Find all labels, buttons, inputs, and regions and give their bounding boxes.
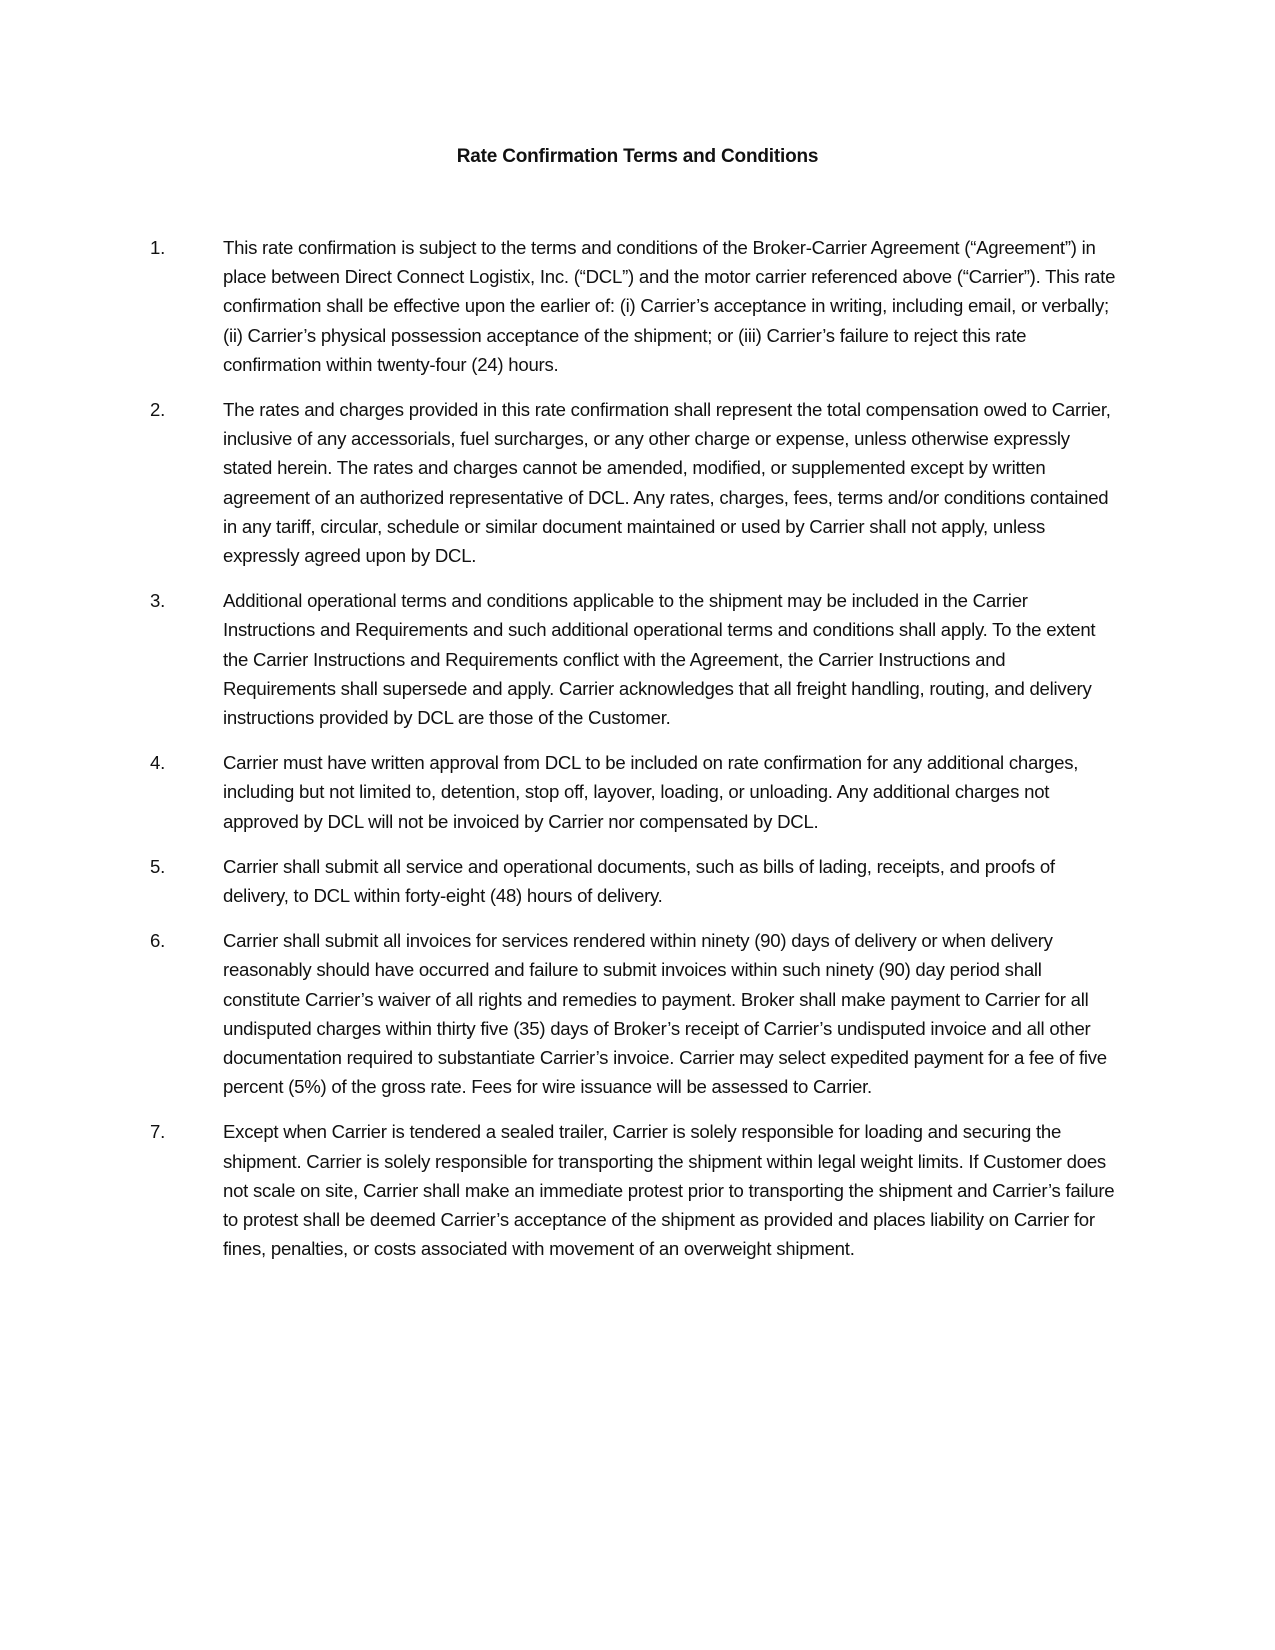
document-title: Rate Confirmation Terms and Conditions xyxy=(456,146,819,167)
term-text: Carrier must have written approval from DCL to be included on rate confirmation for any additional charges, including but not limited to, detention, stop off, layover, loading, or unloading. Any additional charges not approved by DCL will not be invoiced by Carrier nor compensated by DCL. xyxy=(223,752,1079,832)
term-item xyxy=(150,395,1120,570)
term-number: 3. xyxy=(150,590,166,612)
term-number: 7. xyxy=(150,1121,166,1143)
term-number: 6. xyxy=(150,930,166,952)
term-text: The rates and charges provided in this rate confirmation shall represent the total compensation owed to Carrier, inclusive of any accessorials, fuel surcharges, or any other charge or expense, unless otherwise expressly stated herein. The rates and charges cannot be amended, modified, or supplemented except by written agreement of an authorized representative of DCL. Any rates, charges, fees, terms and/or conditions contained in any tariff, circular, schedule or similar document maintained or used by Carrier shall not apply, unless expressly agreed upon by DCL. xyxy=(223,399,1111,567)
term-number: 2. xyxy=(150,399,166,421)
term-number: 1. xyxy=(150,237,166,258)
term-item xyxy=(150,748,1120,836)
term-number: 5. xyxy=(150,855,166,877)
term-text: This rate confirmation is subject to the terms and conditions of the Broker-Carrier Agreement (“Agreement”) in place between Direct Connect Logistix, Inc. (“DCL”) and the motor carrier referenced above (“Carrier”). This rate confirmation shall be effective upon the earlier of: (i) Carrier’s acceptance in writing, including email, or verbally; (ii) Carrier’s physical possession acceptance of the shipment; or (iii) Carrier’s failure to reject this rate confirmation within twenty-four (24) hours. xyxy=(223,237,1116,375)
term-text: Additional operational terms and conditions applicable to the shipment may be included in the Carrier Instructions and Requirements and such additional operational terms and conditions shall apply. To the extent the Carrier Instructions and Requirements conflict with the Agreement, the Carrier Instructions and Requirements shall supersede and apply. Carrier acknowledges that all freight handling, routing, and delivery instructions provided by DCL are those of the Customer. xyxy=(223,590,1096,729)
term-text: Carrier shall submit all invoices for services rendered within ninety (90) days of delivery or when delivery reasonably should have occurred and failure to submit invoices within such ninety (90) day period shall constitute Carrier’s waiver of all rights and remedies to payment. Broker shall make payment to Carrier for all undisputed charges within thirty five (35) days of Broker’s receipt of Carrier’s undisputed invoice and all other documentation required to substantiate Carrier’s invoice. Carrier may select expedited payment for a fee of five percent (5%) of the gross rate. Fees for wire issuance will be assessed to Carrier. xyxy=(223,930,1107,1098)
term-item xyxy=(150,926,1120,1101)
term-number: 4. xyxy=(150,752,166,774)
terms-list xyxy=(150,233,1120,1280)
term-item xyxy=(150,1117,1120,1263)
term-text: Except when Carrier is tendered a sealed trailer, Carrier is solely responsible for loading and securing the shipment. Carrier is solely responsible for transporting the shipment within legal weight limits. If Customer does not scale on site, Carrier shall make an immediate protest prior to transporting the shipment and Carrier’s failure to protest shall be deemed Carrier’s acceptance of the shipment as provided and places liability on Carrier for fines, penalties, or costs associated with movement of an overweight shipment. xyxy=(223,1121,1115,1260)
term-item xyxy=(150,586,1120,732)
term-text: Carrier shall submit all service and operational documents, such as bills of lading, receipts, and proofs of delivery, to DCL within forty-eight (48) hours of delivery. xyxy=(223,855,1055,907)
term-item xyxy=(150,233,1120,379)
term-item xyxy=(150,852,1120,910)
